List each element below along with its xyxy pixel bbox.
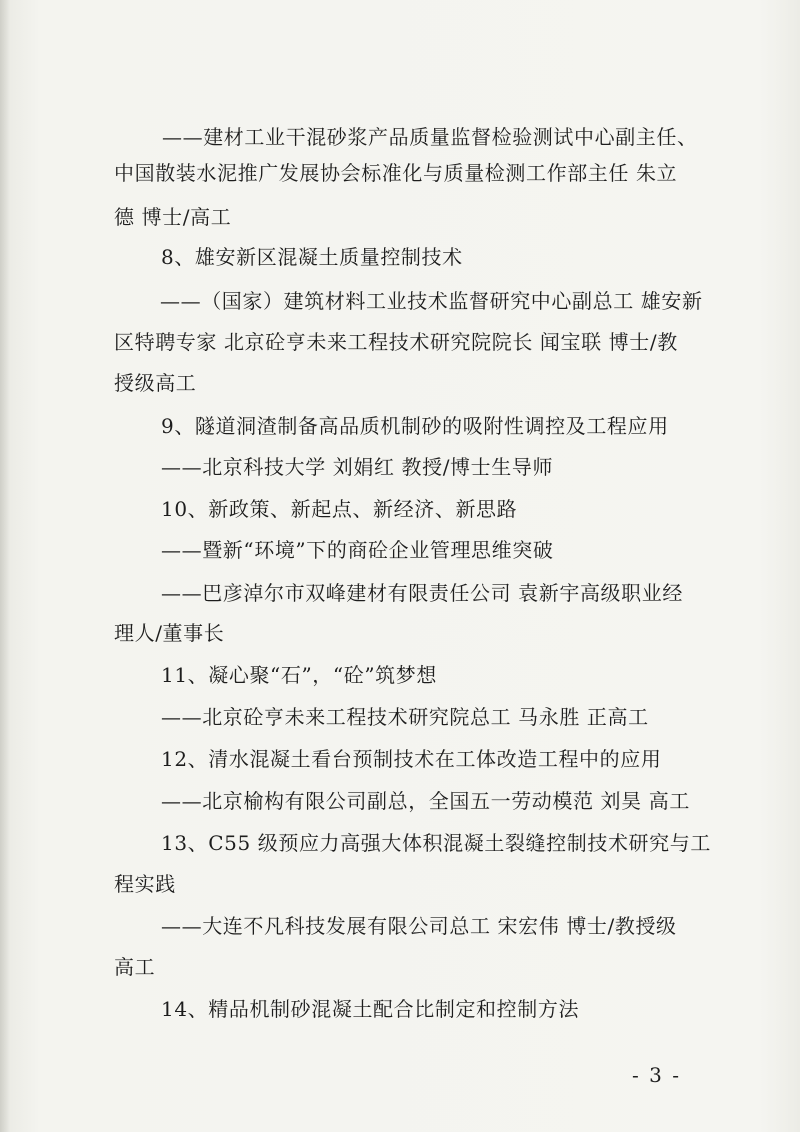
text-line-19: 程实践 [114,872,176,896]
text-line-7: 授级高工 [114,371,197,395]
text-line-13: 理人/董事长 [114,621,225,645]
text-line-6: 区特聘专家 北京砼亨未来工程技术研究院院长 闻宝联 博士/教 [114,330,678,354]
section-heading-12: 12、清水混凝土看台预制技术在工体改造工程中的应用 [161,747,662,771]
page-number: - 3 - [632,1063,681,1087]
text-line-5: ——（国家）建筑材料工业技术监督研究中心副总工 雄安新 [160,289,703,313]
text-line-1: ——建材工业干混砂浆产品质量监督检验测试中心副主任、 [162,125,698,149]
text-line-2: 中国散装水泥推广发展协会标准化与质量检测工作部主任 朱立 [114,161,678,185]
section-heading-9: 9、隧道洞渣制备高品质机制砂的吸附性调控及工程应用 [161,414,669,438]
text-line-21: 高工 [114,955,156,979]
section-heading-8: 8、雄安新区混凝土质量控制技术 [161,245,463,269]
paper-edge-shadow [0,0,10,1132]
section-heading-11: 11、凝心聚“石”，“砼”筑梦想 [161,663,437,687]
text-line-3: 德 博士/高工 [114,205,232,229]
text-line-20: ——大连不凡科技发展有限公司总工 宋宏伟 博士/教授级 [161,914,677,938]
text-line-11: ——暨新“环境”下的商砼企业管理思维突破 [161,538,554,562]
section-heading-14: 14、精品机制砂混凝土配合比制定和控制方法 [161,997,580,1021]
text-line-9: ——北京科技大学 刘娟红 教授/博士生导师 [161,455,554,479]
section-heading-10: 10、新政策、新起点、新经济、新思路 [161,497,518,521]
text-line-12: ——巴彦淖尔市双峰建材有限责任公司 袁新宇高级职业经 [161,581,683,605]
section-heading-13: 13、C55 级预应力高强大体积混凝土裂缝控制技术研究与工 [161,831,711,855]
text-line-17: ——北京榆构有限公司副总，全国五一劳动模范 刘昊 高工 [161,789,690,813]
text-line-15: ——北京砼亨未来工程技术研究院总工 马永胜 正高工 [161,705,649,729]
